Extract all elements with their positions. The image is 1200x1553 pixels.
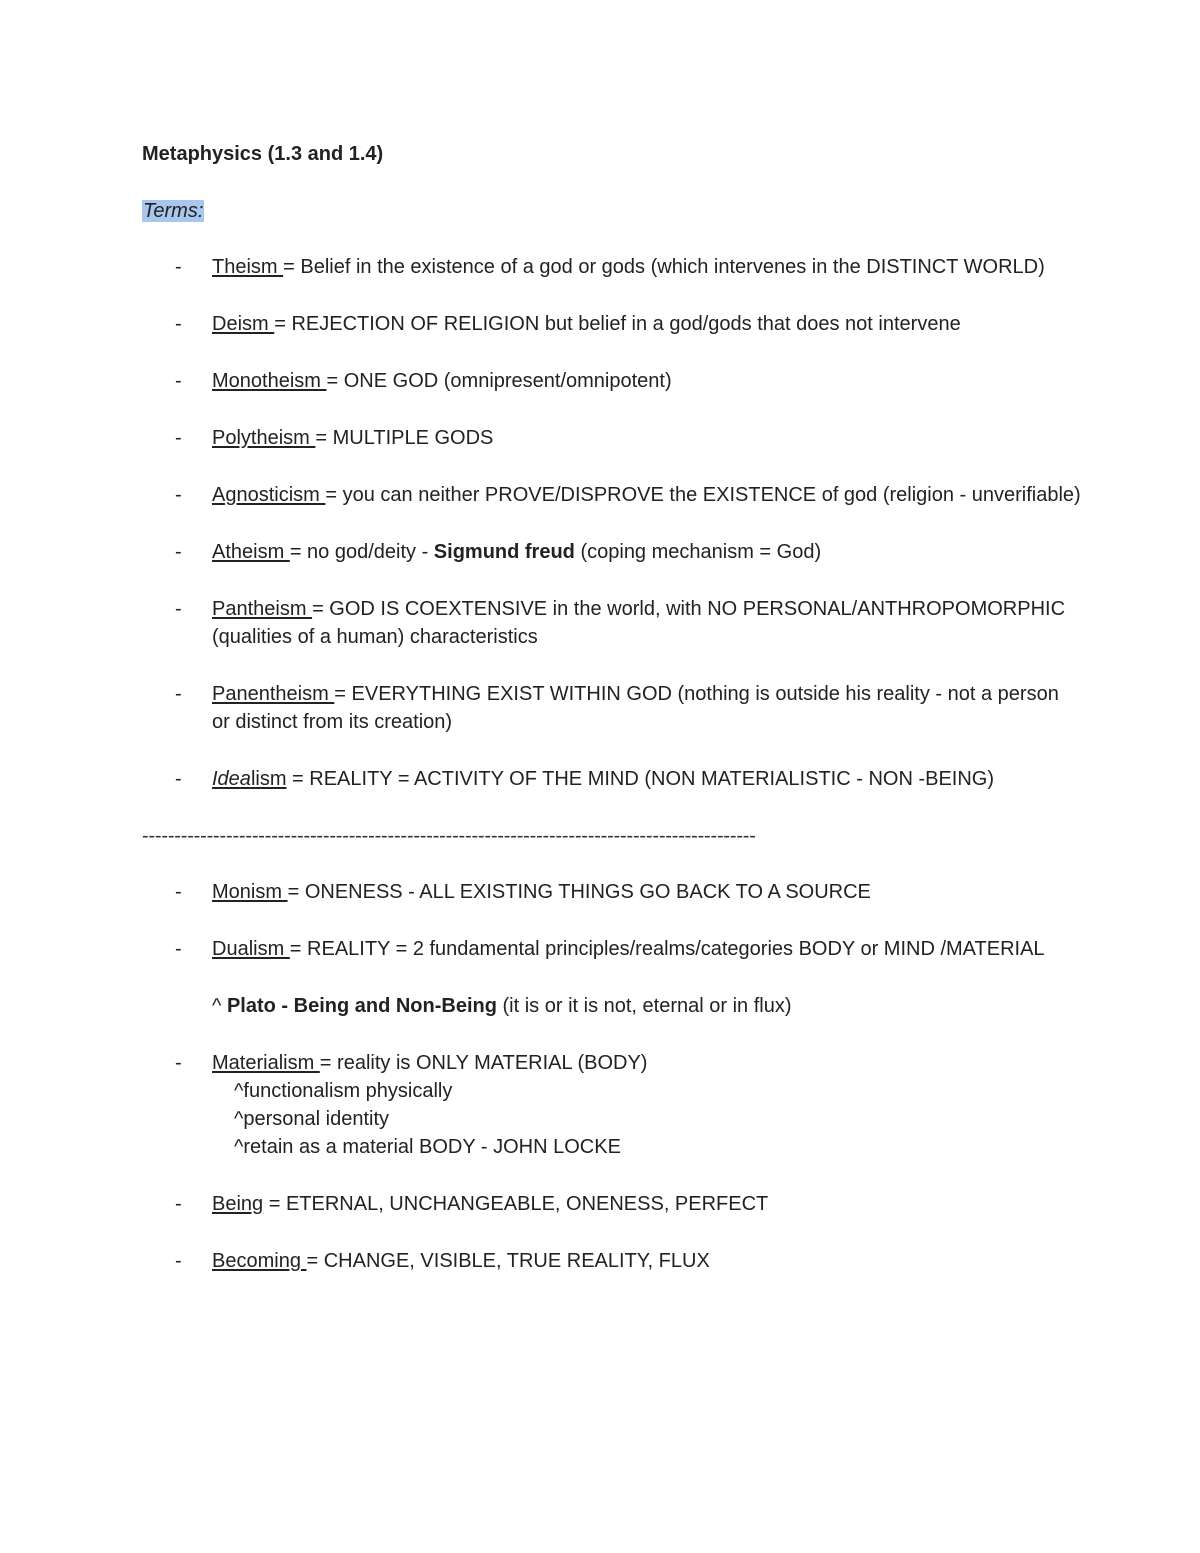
list-item-panentheism xyxy=(142,680,1082,736)
plato-note xyxy=(142,992,1082,1020)
list-item-becoming xyxy=(142,1247,1082,1275)
definition: = ETERNAL, UNCHANGEABLE, ONENESS, PERFECT xyxy=(263,1193,769,1215)
term-polytheism: Polytheism xyxy=(212,427,316,449)
note-rest: (it is or it is not, eternal or in flux) xyxy=(496,995,792,1017)
term-dualism: Dualism xyxy=(212,938,290,960)
bold-name: Sigmund freud xyxy=(433,541,575,563)
definition: = you can neither PROVE/DISPROVE the EXISTENCE of god (religion - unverifiable) xyxy=(325,484,1081,506)
highlighted-label: Terms: xyxy=(143,200,204,222)
term-rest: lism xyxy=(250,768,287,790)
list-item-dualism xyxy=(142,935,1082,963)
definition: = ONE GOD (omnipresent/omnipotent) xyxy=(326,370,672,392)
definition: = GOD IS COEXTENSIVE in the world, with NO PERSONAL/ANTHROPOMORPHIC (qualities of a human) characteristics xyxy=(212,598,1066,648)
term-materialism: Materialism xyxy=(212,1052,320,1074)
list-item-polytheism xyxy=(142,424,1082,452)
divider-line: ----------------------------------------------------------------------------------------------- xyxy=(142,825,756,847)
term-becoming: Becoming xyxy=(212,1250,307,1272)
sub-note: ^retain as a material BODY - JOHN LOCKE xyxy=(234,1136,621,1158)
term-being: Being xyxy=(212,1193,264,1215)
list-item-monism xyxy=(142,878,1082,906)
list-item-agnosticism xyxy=(142,481,1082,509)
list-item-deism xyxy=(142,310,1082,338)
term-monotheism: Monotheism xyxy=(212,370,327,392)
definition: = REALITY = ACTIVITY OF THE MIND (NON MATERIALISTIC - NON -BEING) xyxy=(286,768,994,790)
term-atheism: Atheism xyxy=(212,541,290,563)
definition: = CHANGE, VISIBLE, TRUE REALITY, FLUX xyxy=(306,1250,710,1272)
list-item-theism xyxy=(142,253,1082,281)
term-theism: Theism xyxy=(212,256,284,278)
term-agnosticism: Agnosticism xyxy=(212,484,326,506)
definition-tail: (coping mechanism = God) xyxy=(574,541,822,563)
term-idealism xyxy=(212,768,286,790)
term-italic-part: Idea xyxy=(212,768,251,790)
definition: = REALITY = 2 fundamental principles/realms/categories BODY or MIND /MATERIAL xyxy=(289,938,1045,960)
note-prefix: ^ xyxy=(212,995,227,1017)
definition: = no god/deity - xyxy=(289,541,434,563)
note-bold: Plato - Being and Non-Being xyxy=(226,995,497,1017)
terms-list-b xyxy=(142,878,1082,1275)
sub-note: ^functionalism physically xyxy=(234,1080,453,1102)
term-pantheism: Pantheism xyxy=(212,598,313,620)
list-item-monotheism xyxy=(142,367,1082,395)
list-item-materialism xyxy=(142,1049,1082,1161)
list-item-being xyxy=(142,1190,1082,1218)
term-panentheism: Panentheism xyxy=(212,683,335,705)
definition: = reality is ONLY MATERIAL (BODY) xyxy=(319,1052,648,1074)
definition: = ONENESS - ALL EXISTING THINGS GO BACK TO A SOURCE xyxy=(287,881,871,903)
term-monism: Monism xyxy=(212,881,288,903)
definition: = REJECTION OF RELIGION but belief in a god/gods that does not intervene xyxy=(274,313,961,335)
definition: = Belief in the existence of a god or gods (which intervenes in the DISTINCT WORLD) xyxy=(283,256,1045,278)
definition: = MULTIPLE GODS xyxy=(315,427,494,449)
terms-list-a xyxy=(142,253,1082,793)
page-title: Metaphysics (1.3 and 1.4) xyxy=(142,143,384,165)
term-deism: Deism xyxy=(212,313,275,335)
document-page xyxy=(142,140,1082,1304)
list-item-pantheism xyxy=(142,595,1082,651)
section-label xyxy=(142,197,1082,225)
list-item-idealism xyxy=(142,765,1082,793)
sub-note: ^personal identity xyxy=(234,1108,390,1130)
definition: = EVERYTHING EXIST WITHIN GOD (nothing is outside his reality - not a person or distinct from its creation) xyxy=(212,683,1059,733)
list-item-atheism xyxy=(142,538,1082,566)
